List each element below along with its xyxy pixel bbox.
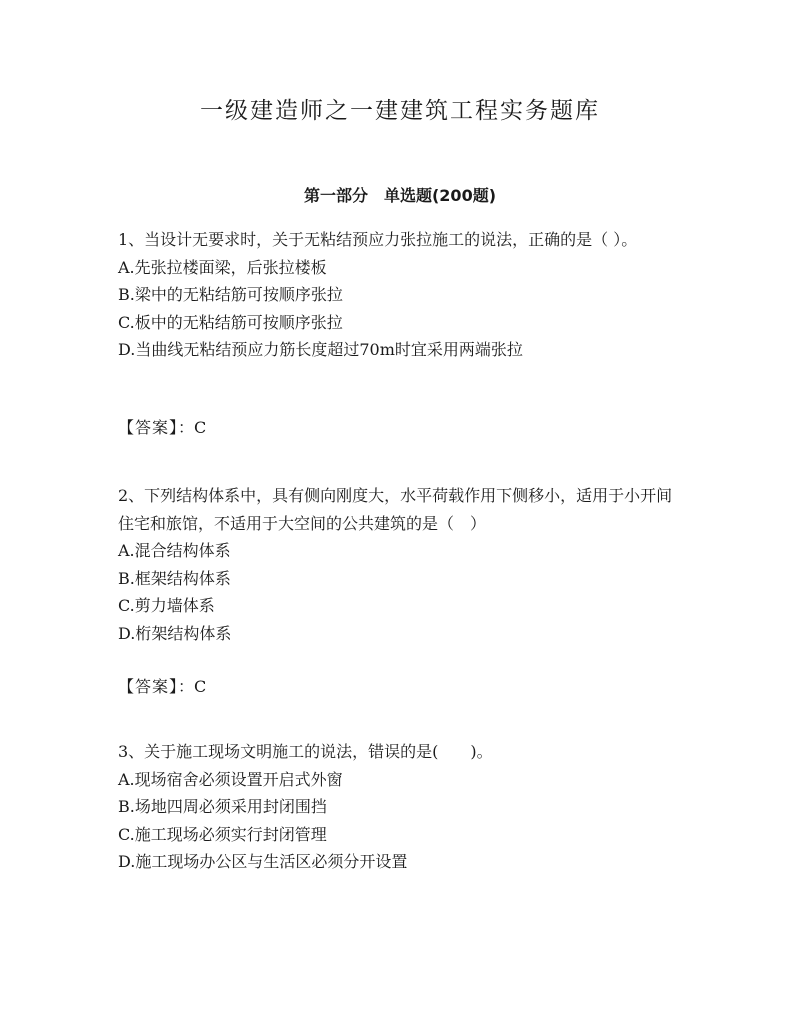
- question-stem: 1、当设计无要求时，关于无粘结预应力张拉施工的说法，正确的是（ ）。: [118, 230, 638, 249]
- document-title: 一级建造师之一建建筑工程实务题库: [200, 98, 600, 124]
- question-stem: 2、下列结构体系中，具有侧向刚度大，水平荷载作用下侧移小，适用于小开间住宅和旅馆，不适用于大空间的公共建筑的是（ ）: [118, 486, 673, 533]
- question-2: [118, 482, 688, 647]
- option-b: B.场地四周必须采用封闭围挡: [118, 797, 327, 816]
- option-a: A.混合结构体系: [118, 541, 231, 560]
- answer-label: 【答案】: [118, 677, 179, 696]
- option-a: A.先张拉楼面梁，后张拉楼板: [118, 257, 327, 277]
- section-title: 第一部分 单选题(200题): [303, 186, 497, 205]
- answer-value: C: [194, 418, 207, 437]
- answer-1: [118, 414, 206, 441]
- option-d: D.施工现场办公区与生活区必须分开设置: [118, 852, 408, 871]
- option-d: D.当曲线无粘结预应力筋长度超过70m时宜采用两端张拉: [118, 340, 523, 359]
- option-b: B.梁中的无粘结筋可按顺序张拉: [118, 285, 343, 304]
- question-stem: 3、关于施工现场文明施工的说法，错误的是( )。: [118, 742, 493, 761]
- answer-value: C: [194, 677, 207, 696]
- question-3: [118, 738, 688, 876]
- option-c: C.剪力墙体系: [118, 596, 215, 615]
- option-c: C.板中的无粘结筋可按顺序张拉: [118, 312, 343, 332]
- answer-separator: ：: [178, 418, 195, 437]
- option-c: C.施工现场必须实行封闭管理: [118, 824, 327, 844]
- option-b: B.框架结构体系: [118, 568, 231, 588]
- question-1: [118, 226, 688, 364]
- answer-separator: ：: [178, 677, 195, 696]
- answer-2: [118, 673, 206, 700]
- answer-label: 【答案】: [118, 418, 179, 437]
- option-a: A.现场宿舍必须设置开启式外窗: [118, 769, 343, 789]
- option-d: D.桁架结构体系: [118, 623, 232, 643]
